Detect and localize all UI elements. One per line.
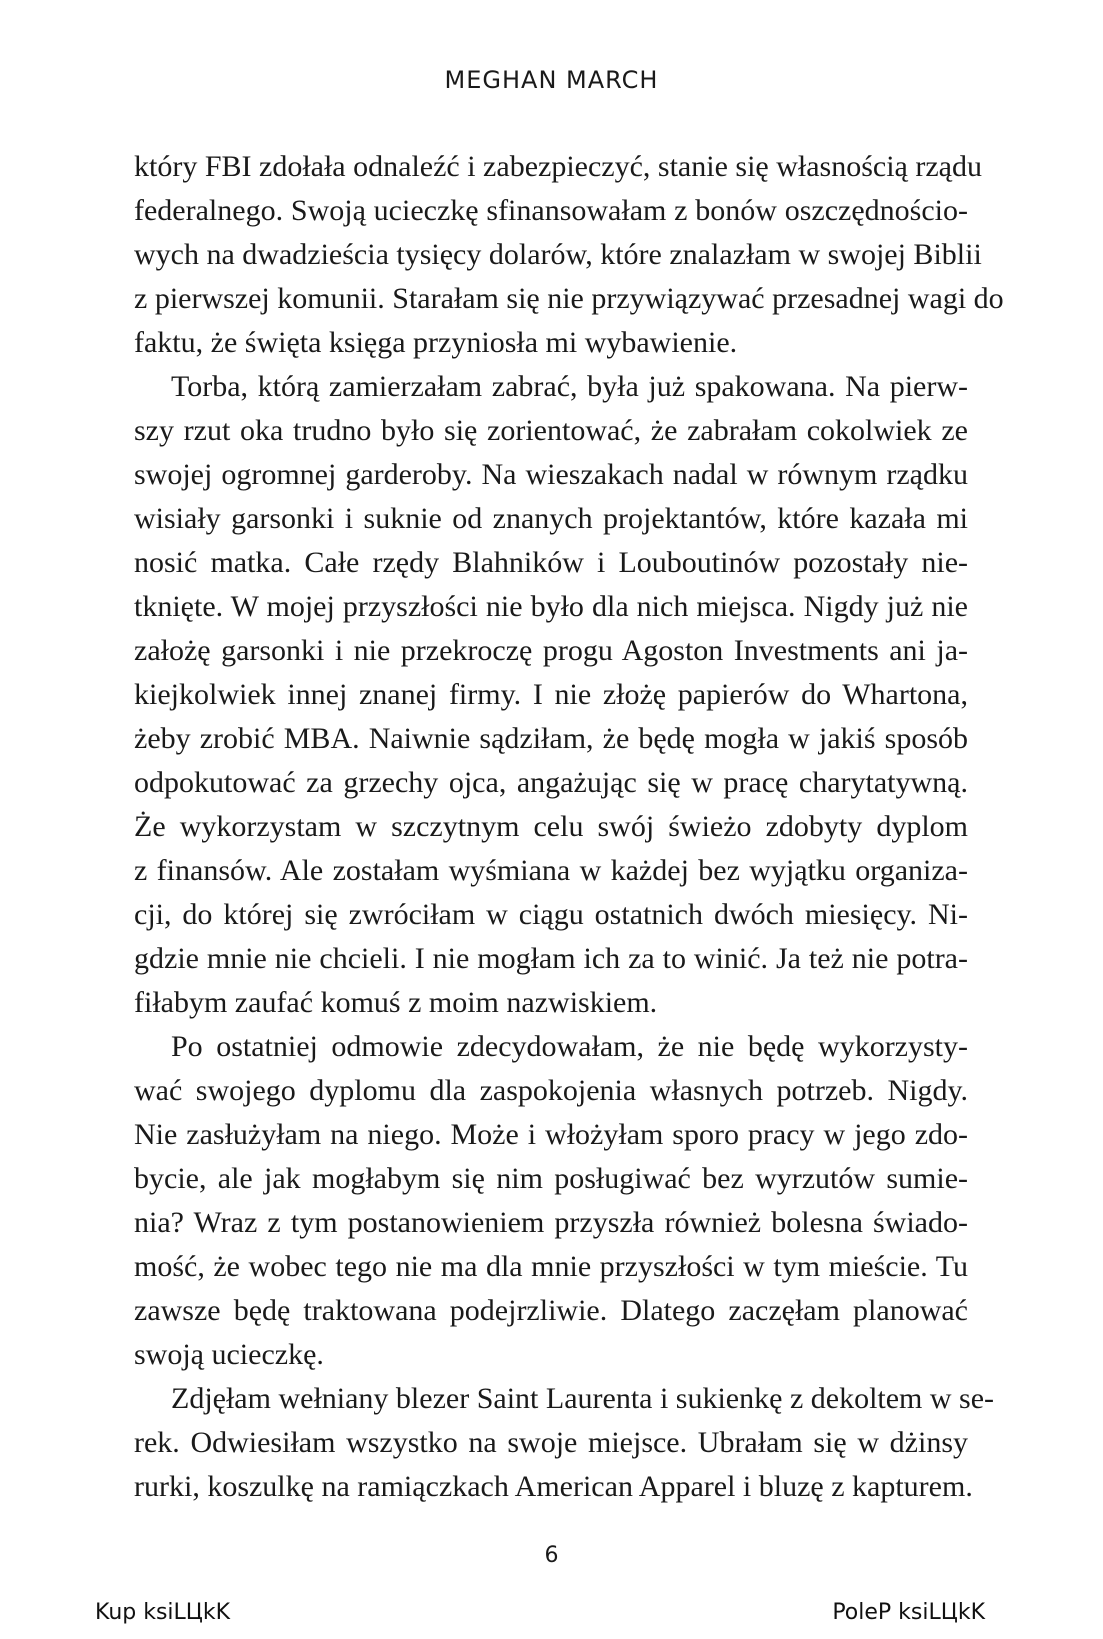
text-line: Po ostatniej odmowie zdecydowałam, że nie będę wykorzysty- [171,1030,968,1063]
buy-book-link[interactable]: Kup ksiLЦkK [95,1600,231,1625]
text-line: mość, że wobec tego nie ma dla mnie przyszłości w tym mieście. Tu [134,1250,968,1283]
text-line: bycie, ale jak mogłabym się nim posługiwać bez wyrzutów sumie- [134,1162,968,1195]
book-text [134,145,1004,1509]
text-line: gdzie mnie nie chcieli. I nie mogłam ich za to winić. Ja też nie potra- [134,942,968,975]
text-line: zawsze będę traktowana podejrzliwie. Dlatego zaczęłam planować [134,1294,968,1327]
text-line: wych na dwadzieścia tysięcy dolarów, które znalazłam w swojej Biblii [134,238,982,271]
text-line: rek. Odwiesiłam wszystko na swoje miejsce. Ubrałam się w dżinsy [134,1426,968,1459]
text-line: cji, do której się zwróciłam w ciągu ostatnich dwóch miesięcy. Ni- [134,898,968,931]
text-line: Zdjęłam wełniany blezer Saint Laurenta i sukienkę z dekoltem w se- [171,1382,995,1415]
text-line: wisiały garsonki i suknie od znanych projektantów, które kazała mi [134,502,968,535]
text-line: wać swojego dyplomu dla zaspokojenia własnych potrzeb. Nigdy. [134,1074,968,1107]
text-line: z pierwszej komunii. Starałam się nie przywiązywać przesadnej wagi do [134,282,1004,315]
text-line: żeby zrobić MBA. Naiwnie sądziłam, że będę mogła w jakiś sposób [134,722,968,755]
text-line: rurki, koszulkę na ramiączkach American Apparel i bluzę z kapturem. [134,1470,973,1503]
text-line: odpokutować za grzechy ojca, angażując się w pracę charytatywną. [134,766,968,799]
text-line: założę garsonki i nie przekroczę progu Agoston Investments ani ja- [134,634,968,667]
text-line: nia? Wraz z tym postanowieniem przyszła również bolesna świado- [134,1206,968,1239]
text-line: który FBI zdołała odnaleźć i zabezpieczyć, stanie się własnością rządu [134,150,982,183]
text-line: Że wykorzystam w szczytnym celu swój świeżo zdobyty dyplom [134,810,968,843]
text-line: fiłabym zaufać komuś z moim nazwiskiem. [134,986,658,1019]
text-line: nosić matka. Całe rzędy Blahników i Louboutinów pozostały nie- [134,546,968,579]
text-line: federalnego. Swoją ucieczkę sfinansowałam z bonów oszczędnościo- [134,194,968,227]
recommend-book-link[interactable]: PoleP ksiLЦkK [832,1600,985,1625]
running-header: MEGHAN MARCH [444,66,659,94]
page-number: 6 [544,1543,559,1568]
text-line: swoją ucieczkę. [134,1338,324,1371]
text-line: tknięte. W mojej przyszłości nie było dla nich miejsca. Nigdy już nie [134,590,968,623]
text-line: szy rzut oka trudno było się zorientować, że zabrałam cokolwiek ze [134,414,968,447]
text-line: faktu, że święta księga przyniosła mi wybawienie. [134,326,738,359]
text-line: z finansów. Ale zostałam wyśmiana w każdej bez wyjątku organiza- [134,854,968,887]
text-line: Torba, którą zamierzałam zabrać, była już spakowana. Na pierw- [171,370,968,403]
text-line: kiejkolwiek innej znanej firmy. I nie złożę papierów do Whartona, [134,678,968,711]
text-line: swojej ogromnej garderoby. Na wieszakach nadal w równym rządku [134,458,968,491]
text-line: Nie zasłużyłam na niego. Może i włożyłam sporo pracy w jego zdo- [134,1118,968,1151]
